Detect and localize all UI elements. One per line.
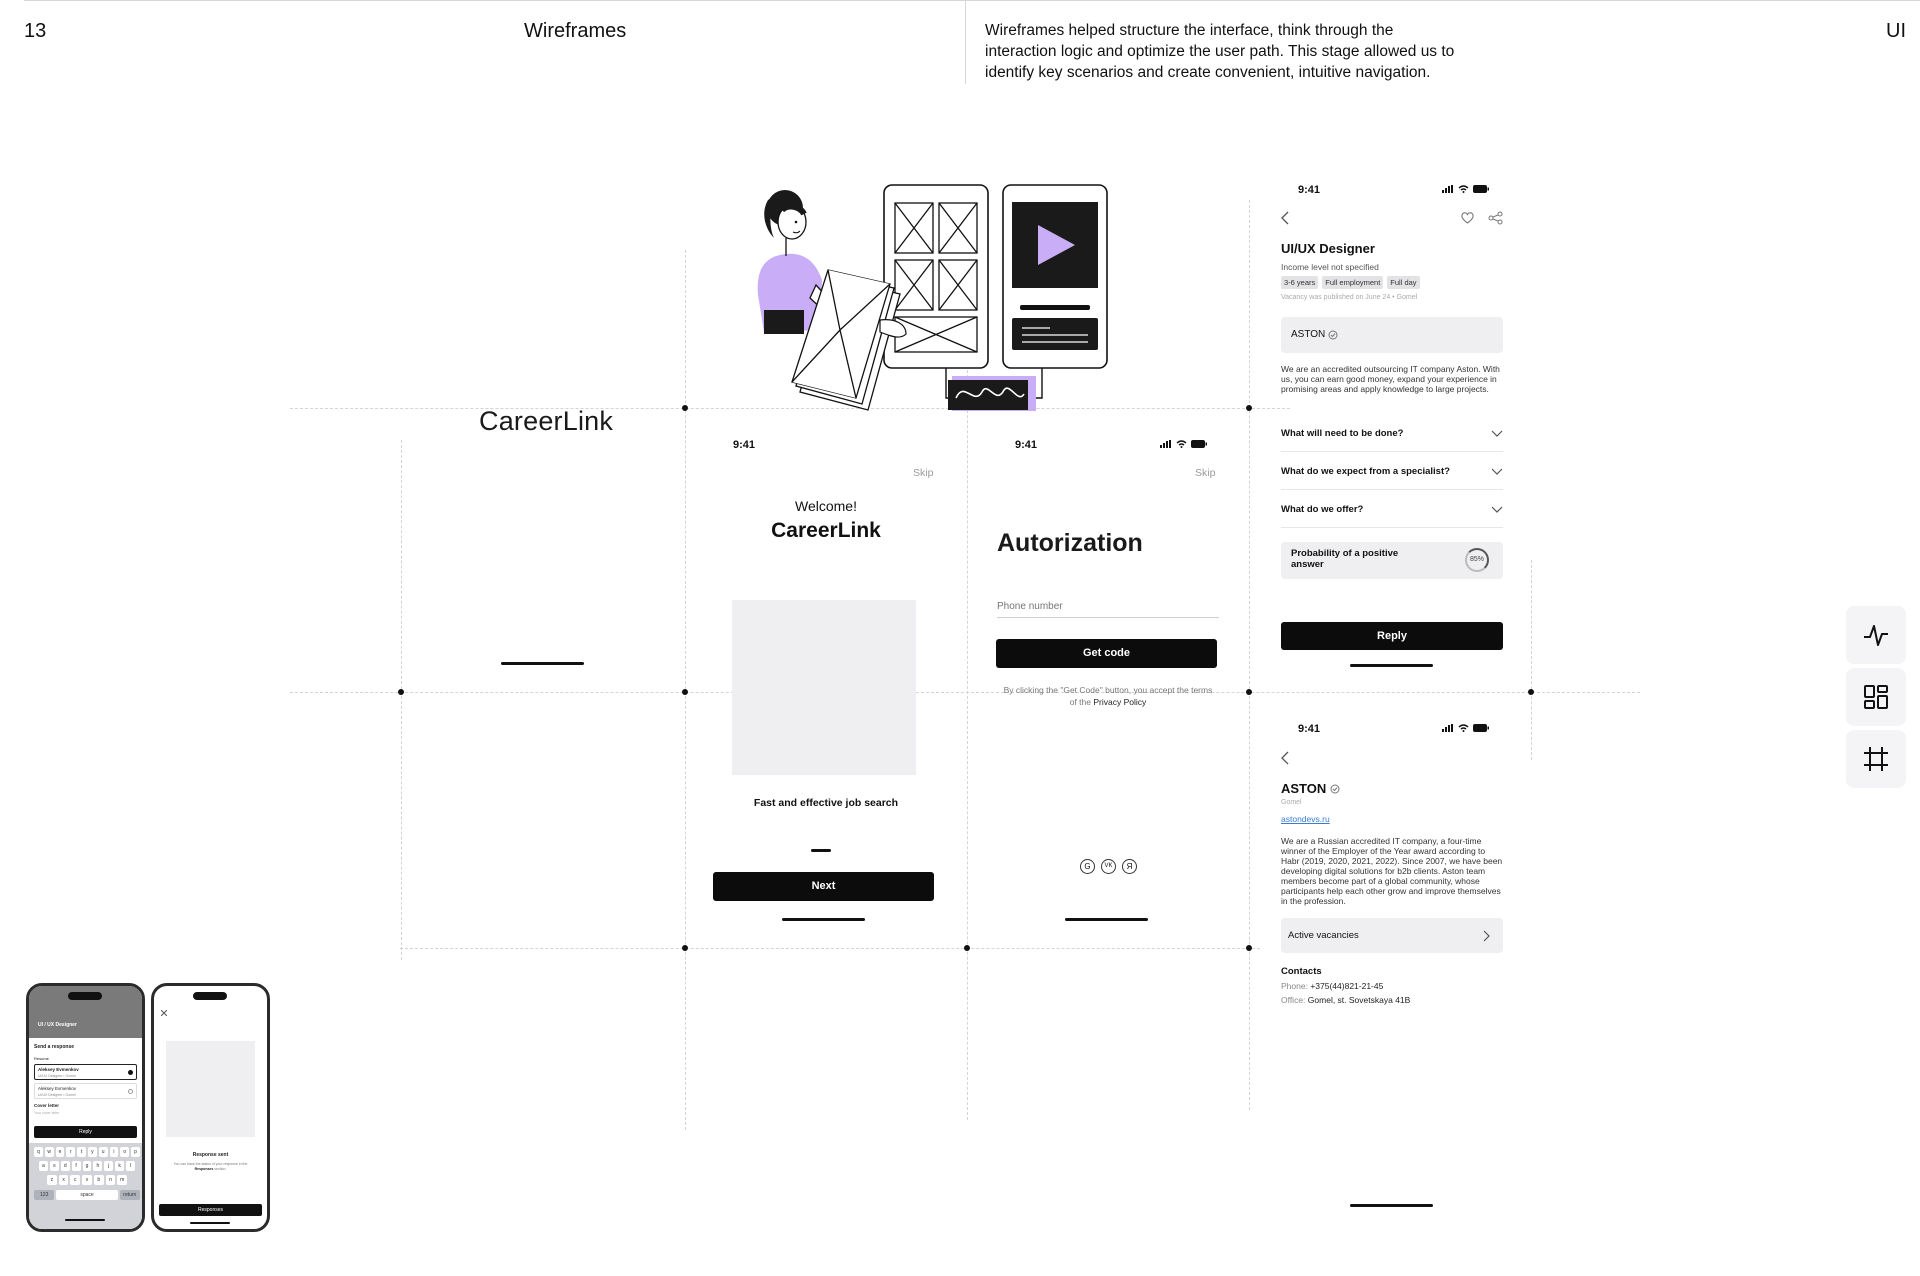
welcome-greeting: Welcome! bbox=[795, 498, 857, 514]
heart-icon[interactable] bbox=[1460, 211, 1475, 224]
privacy-policy-link[interactable]: Privacy Policy bbox=[1093, 697, 1147, 707]
company-title: ASTON bbox=[1281, 781, 1340, 796]
mockup-phone-sent bbox=[151, 983, 270, 1232]
wifi-icon bbox=[1458, 185, 1469, 193]
status-time: 9:41 bbox=[1015, 439, 1038, 451]
back-chevron-icon[interactable] bbox=[1280, 751, 1290, 765]
company-card-name: ASTON bbox=[1291, 329, 1338, 340]
company-city: Gomel bbox=[1281, 799, 1302, 806]
status-icons bbox=[1160, 440, 1207, 448]
grid-layout-icon bbox=[1862, 683, 1890, 711]
mock-sent-text: You can track the status of your response in the Responses section. bbox=[173, 1162, 248, 1171]
wifi-icon bbox=[1458, 724, 1469, 732]
share-icon[interactable] bbox=[1488, 211, 1503, 225]
frame-icon bbox=[1862, 745, 1890, 773]
signal-icon bbox=[1442, 185, 1454, 193]
close-icon bbox=[161, 1010, 167, 1016]
home-indicator bbox=[782, 918, 865, 921]
home-indicator bbox=[501, 662, 584, 665]
skip-link[interactable]: Skip bbox=[1195, 467, 1216, 479]
vk-login-icon[interactable]: VK bbox=[1101, 859, 1116, 874]
next-button[interactable]: Next bbox=[713, 872, 934, 901]
page-number: 13 bbox=[24, 20, 47, 42]
auth-title: Autorization bbox=[997, 529, 1143, 557]
verified-icon bbox=[1328, 330, 1338, 340]
chevron-down-icon bbox=[1491, 468, 1503, 475]
contacts-title: Contacts bbox=[1281, 966, 1322, 977]
home-indicator bbox=[1350, 1204, 1433, 1207]
frame-tool-button[interactable] bbox=[1846, 730, 1906, 788]
battery-icon bbox=[1191, 440, 1207, 448]
probability-ring: 85% bbox=[1465, 548, 1489, 572]
vacancy-title: UI/UX Designer bbox=[1281, 241, 1375, 256]
tag-experience: 3-6 years bbox=[1281, 276, 1318, 289]
home-indicator bbox=[1350, 664, 1433, 667]
section-title: Wireframes bbox=[524, 20, 627, 42]
mock-send-title: Send a response bbox=[34, 1044, 75, 1050]
mock-cover-input[interactable]: Your cover letter bbox=[34, 1111, 60, 1115]
onboarding-caption: Fast and effective job search bbox=[753, 797, 899, 809]
status-time: 9:41 bbox=[733, 439, 756, 451]
brand-logo-text: CareerLink bbox=[479, 406, 614, 436]
page-indicator bbox=[811, 849, 831, 852]
signal-icon bbox=[1160, 440, 1172, 448]
layout-tool-button[interactable] bbox=[1846, 668, 1906, 726]
vacancy-about: We are an accredited outsourcing IT company Aston. With us, you can earn good money, expand your experience in promising areas and apply knowledge to large projects. bbox=[1281, 364, 1500, 394]
contact-office: Office: Gomel, st. Sovetskaya 41B bbox=[1281, 995, 1411, 1005]
header-separator bbox=[965, 0, 966, 84]
chevron-down-icon bbox=[1491, 506, 1503, 513]
tag-employment: Full employment bbox=[1322, 276, 1383, 289]
tag-schedule: Full day bbox=[1387, 276, 1419, 289]
social-login-row bbox=[1080, 859, 1137, 874]
section-tag: UI bbox=[1886, 20, 1906, 42]
accordion-expectations[interactable]: What do we expect from a specialist? bbox=[1281, 466, 1503, 477]
probability-label: Probability of a positive answer bbox=[1291, 548, 1399, 570]
chevron-down-icon bbox=[1491, 430, 1503, 437]
get-code-button[interactable]: Get code bbox=[996, 639, 1217, 668]
terms-note: By clicking the "Get Code" button, you accept the terms of the Privacy Policy bbox=[1003, 685, 1213, 707]
pulse-icon bbox=[1862, 621, 1890, 649]
mock-vacancy-title: UI / UX Designer bbox=[38, 1022, 77, 1028]
status-time: 9:41 bbox=[1298, 723, 1321, 735]
mock-resume-option[interactable]: Aleksey Evmenkov UI/UX Designer • Gomel bbox=[34, 1083, 137, 1099]
verified-icon bbox=[1330, 784, 1340, 794]
signal-icon bbox=[1442, 724, 1454, 732]
welcome-app-name: CareerLink bbox=[771, 519, 881, 542]
mock-resume-label: Resume bbox=[34, 1056, 49, 1061]
company-website-link[interactable]: astondevs.ru bbox=[1281, 814, 1330, 824]
battery-icon bbox=[1473, 185, 1489, 193]
home-indicator bbox=[1065, 918, 1148, 921]
mock-responses-button[interactable]: Responses bbox=[159, 1204, 262, 1216]
chevron-right-icon bbox=[1483, 930, 1491, 942]
skip-link[interactable]: Skip bbox=[913, 467, 934, 479]
accordion-offer[interactable]: What do we offer? bbox=[1281, 504, 1503, 515]
reply-button[interactable]: Reply bbox=[1281, 622, 1503, 650]
activity-tool-button[interactable] bbox=[1846, 606, 1906, 664]
status-icons bbox=[1442, 724, 1489, 732]
phone-input[interactable] bbox=[997, 596, 1219, 618]
mock-reply-button[interactable]: Reply bbox=[34, 1126, 137, 1138]
mockup-phone-response bbox=[26, 983, 145, 1232]
back-chevron-icon[interactable] bbox=[1280, 211, 1290, 225]
accordion-what-to-do[interactable]: What will need to be done? bbox=[1281, 428, 1503, 439]
onboarding-image-placeholder bbox=[732, 600, 916, 775]
battery-icon bbox=[1473, 724, 1489, 732]
wifi-icon bbox=[1176, 440, 1187, 448]
vacancy-tags bbox=[1281, 276, 1420, 289]
status-time: 9:41 bbox=[1298, 184, 1321, 196]
active-vacancies-label: Active vacancies bbox=[1288, 930, 1359, 941]
wireframes-illustration bbox=[730, 170, 1130, 470]
status-icons bbox=[1442, 185, 1489, 193]
mock-cover-label: Cover letter bbox=[34, 1103, 60, 1108]
vacancy-published: Vacancy was published on June 24 • Gomel bbox=[1281, 294, 1418, 301]
mock-sent-title: Response sent bbox=[192, 1152, 229, 1158]
vacancy-income: Income level not specified bbox=[1281, 262, 1379, 272]
company-about: We are a Russian accredited IT company, a four-time winner of the Employer of the Year award according to Habr (2019, 2020, 2021, 2022). Since 2007, we have been developing digital solutions for b2b clients. Aston team members become part of a global community, whose participants help each other grow and improve themselves in the profession. bbox=[1281, 836, 1503, 906]
mock-keyboard[interactable]: q w e r t y u i o p a s d f g h j k l z x c v b n m 123 space return bbox=[29, 1143, 142, 1229]
section-description: Wireframes helped structure the interface, think through the interaction logic and optimize the user path. This stage allowed us to identify key scenarios and create convenient, intuitive navigation. bbox=[985, 22, 1455, 81]
google-login-icon[interactable]: G bbox=[1080, 859, 1095, 874]
yandex-login-icon[interactable]: Я bbox=[1122, 859, 1137, 874]
contact-phone: Phone: +375(44)821-21-45 bbox=[1281, 981, 1384, 991]
mock-resume-option[interactable]: Aleksey Evmenkov UI/UX Designer • Gomel bbox=[34, 1064, 137, 1080]
header-divider bbox=[24, 0, 1920, 1]
